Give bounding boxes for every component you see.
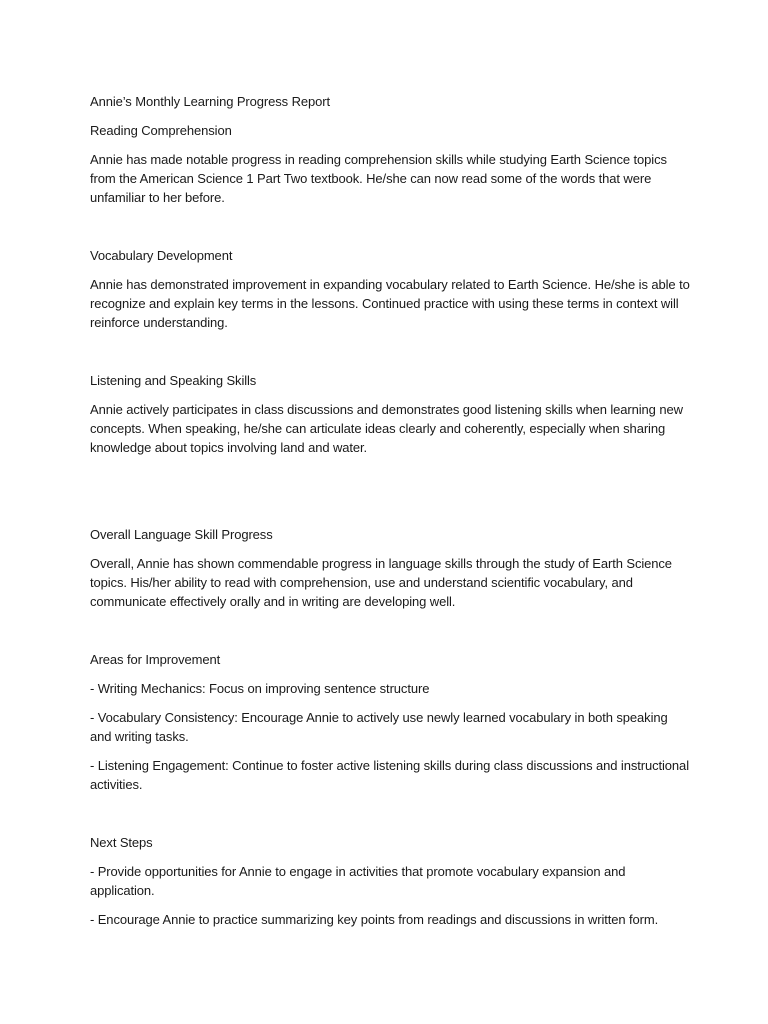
section-heading-listening: Listening and Speaking Skills bbox=[90, 373, 257, 388]
improvement-item-writing: - Writing Mechanics: Focus on improving sentence structure bbox=[90, 681, 430, 696]
section-heading-reading: Reading Comprehension bbox=[90, 123, 232, 138]
blank-line bbox=[90, 804, 690, 833]
document-body bbox=[90, 92, 690, 939]
section-body-vocabulary: Annie has demonstrated improvement in expanding vocabulary related to Earth Science. He/she is able to recognize and explain key terms in the lessons. Continued practice with using these terms in context will reinforce understanding. bbox=[90, 277, 690, 330]
section-heading-improvement: Areas for Improvement bbox=[90, 652, 221, 667]
next-step-item-summarizing: - Encourage Annie to practice summarizing key points from readings and discussions in written form. bbox=[90, 912, 659, 927]
improvement-item-vocabulary: - Vocabulary Consistency: Encourage Annie to actively use newly learned vocabulary in both speaking and writing tasks. bbox=[90, 710, 668, 744]
section-body-reading: Annie has made notable progress in reading comprehension skills while studying Earth Science topics from the American Science 1 Part Two textbook. He/she can now read some of the words that were unfamiliar to her before. bbox=[90, 152, 667, 205]
next-step-item-activities: - Provide opportunities for Annie to engage in activities that promote vocabulary expansion and application. bbox=[90, 864, 626, 898]
blank-line bbox=[90, 342, 690, 371]
document-title: Annie’s Monthly Learning Progress Report bbox=[90, 94, 331, 109]
section-heading-next-steps: Next Steps bbox=[90, 835, 153, 850]
section-body-listening: Annie actively participates in class discussions and demonstrates good listening skills when learning new concepts. When speaking, he/she can articulate ideas clearly and coherently, especially when sharing knowledge about topics involving land and water. bbox=[90, 402, 683, 455]
section-heading-overall: Overall Language Skill Progress bbox=[90, 527, 273, 542]
section-heading-vocabulary: Vocabulary Development bbox=[90, 248, 233, 263]
blank-lines bbox=[90, 467, 690, 525]
blank-line bbox=[90, 621, 690, 650]
blank-line bbox=[90, 217, 690, 246]
improvement-item-listening: - Listening Engagement: Continue to foster active listening skills during class discussions and instructional activities. bbox=[90, 758, 689, 792]
section-body-overall: Overall, Annie has shown commendable progress in language skills through the study of Earth Science topics. His/her ability to read with comprehension, use and understand scientific vocabulary, and communicate effectively orally and in writing are developing well. bbox=[90, 556, 672, 609]
